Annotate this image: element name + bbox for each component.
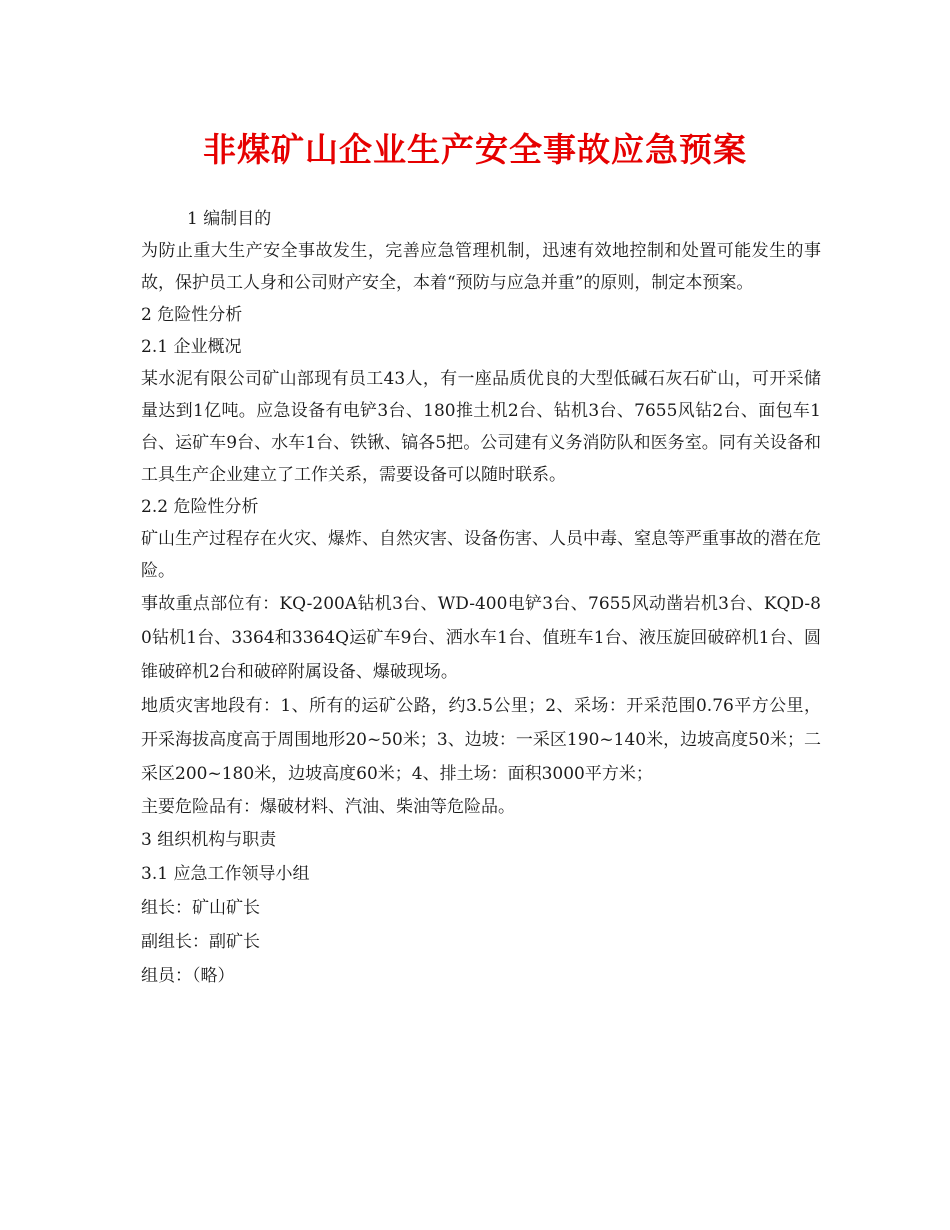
deputy-leader-line: 副组长：副矿长 [141,932,260,952]
document-body [141,203,821,993]
document-title: 非煤矿山企业生产安全事故应急预案 [203,130,747,169]
subsection-heading-3-1: 3.1 应急工作领导小组 [141,864,310,884]
team-leader-line: 组长：矿山矿长 [141,898,260,918]
section-heading-2: 2 危险性分析 [141,305,243,325]
paragraph-purpose: 为防止重大生产安全事故发生，完善应急管理机制，迅速有效地控制和处置可能发生的事故，保护员工人身和公司财产安全，本着“预防与应急并重”的原则，制定本预案。 [141,241,821,293]
team-members-line: 组员：（略） [141,966,235,986]
paragraph-geological-hazards: 地质灾害地段有：1、所有的运矿公路，约3.5公里；2、采场：开采范围0.76平方公里，开采海拔高度高于周围地形20~50米；3、边坡：一采区190~140米，边坡高度50米；二采区200~180米，边坡高度60米；4、排土场：面积3000平方米； [141,696,821,784]
subsection-heading-2-2: 2.2 危险性分析 [141,497,259,517]
paragraph-key-locations: 事故重点部位有：KQ-200A钻机3台、WD-400电铲3台、7655风动凿岩机3台、KQD-80钻机1台、3364和3364Q运矿车9台、洒水车1台、值班车1台、液压旋回破碎机1台、圆锥破碎机2台和破碎附属设备、爆破现场。 [141,594,821,682]
paragraph-company-overview: 某水泥有限公司矿山部现有员工43人，有一座品质优良的大型低碱石灰石矿山，可开采储量达到1亿吨。应急设备有电铲3台、180推土机2台、钻机3台、7655风钻2台、面包车1台、运矿车9台、水车1台、铁锹、镐各5把。公司建有义务消防队和医务室。同有关设备和工具生产企业建立了工作关系，需要设备可以随时联系。 [141,369,821,485]
section-heading-3: 3 组织机构与职责 [141,830,277,850]
paragraph-hazardous-materials: 主要危险品有：爆破材料、汽油、柴油等危险品。 [141,797,515,817]
paragraph-risk-overview: 矿山生产过程存在火灾、爆炸、自然灾害、设备伤害、人员中毒、窒息等严重事故的潜在危险。 [141,529,821,581]
subsection-heading-2-1: 2.1 企业概况 [141,337,242,357]
section-heading-1: 1 编制目的 [187,209,272,229]
